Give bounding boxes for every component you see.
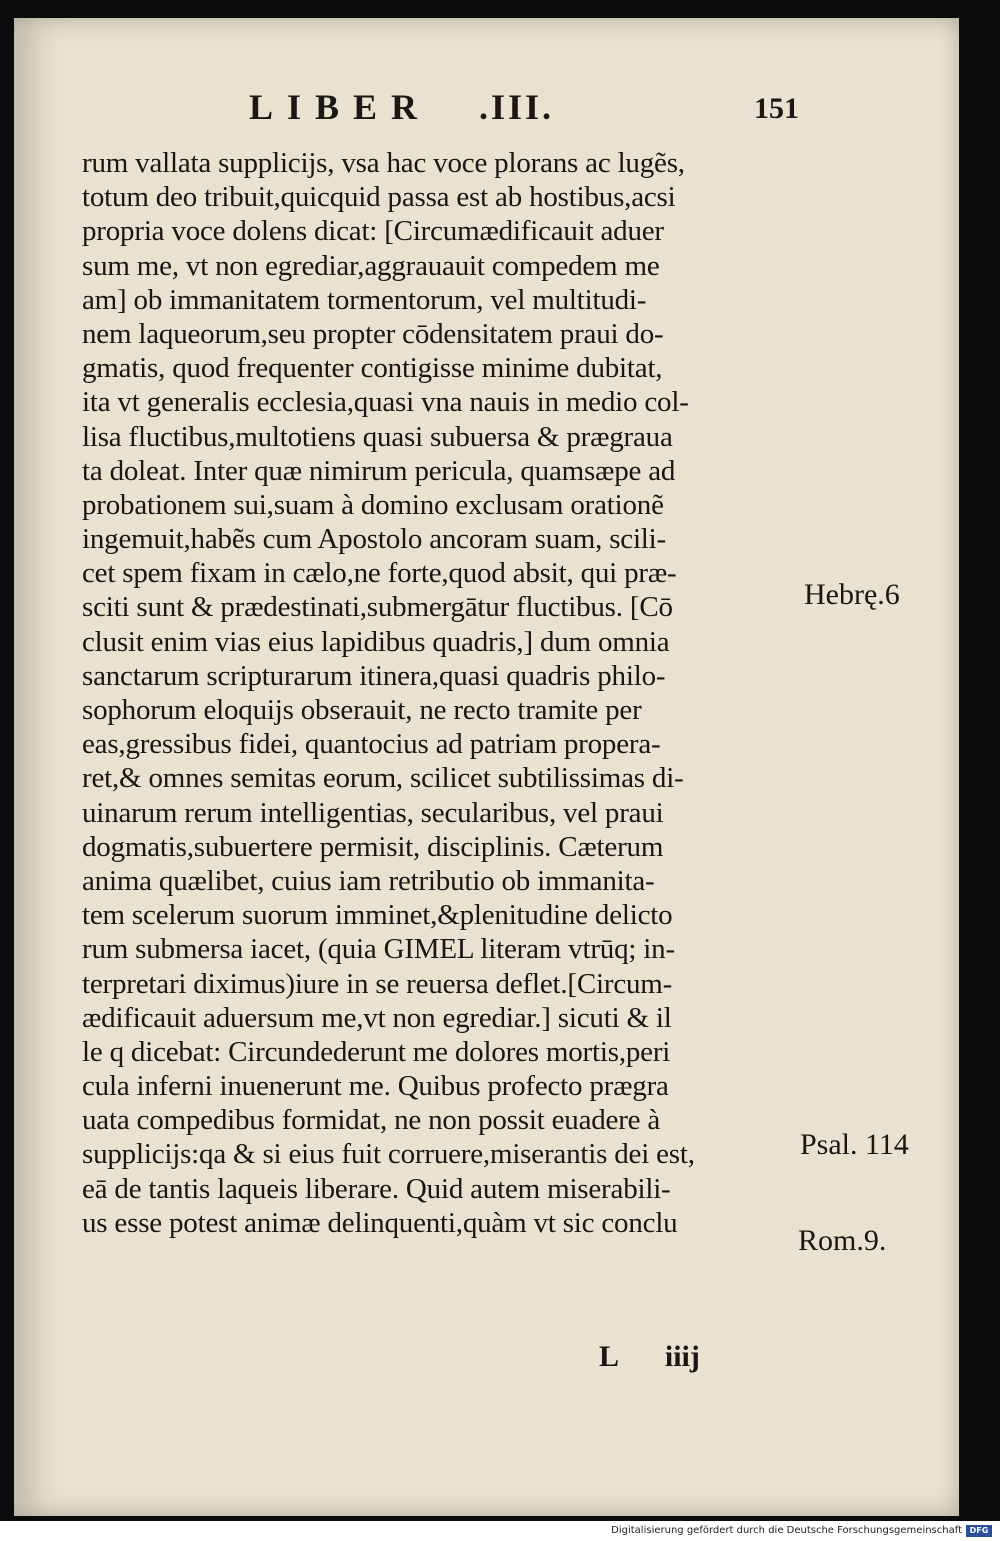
text-line: lisa fluctibus,multotiens quasi subuersa & prægraua	[82, 420, 673, 453]
margin-note-hebr: Hebrę.6	[804, 578, 900, 611]
book-page	[14, 18, 959, 1516]
text-line: tem scelerum suorum imminet,&plenitudine delicto	[82, 899, 673, 932]
text-line: rum vallata supplicijs, vsa hac voce plorans ac lugẽs,	[82, 147, 685, 179]
text-line: dogmatis,subuertere permisit, disciplinis. Cæterum	[82, 830, 664, 863]
text-line: supplicijs:qa & si eius fuit corruere,miserantis dei est,	[82, 1138, 695, 1171]
text-line: eā de tantis laqueis liberare. Quid autem miserabili-	[82, 1172, 671, 1205]
margin-note-psal: Psal. 114	[800, 1128, 909, 1161]
text-line: nem laqueorum,seu propter cōdensitatem praui do-	[82, 317, 664, 350]
text-line: anima quælibet, cuius iam retributio ob immanita-	[82, 864, 655, 897]
text-line: ta doleat. Inter quæ nimirum pericula, quamsæpe ad	[82, 454, 676, 487]
text-line: probationem sui,suam à domino exclusam orationẽ	[82, 488, 664, 521]
text-line: clusit enim vias eius lapidibus quadris,] dum omnia	[82, 625, 670, 658]
text-line: le q dicebat: Circundederunt me dolores mortis,peri	[82, 1035, 671, 1068]
margin-note-rom: Rom.9.	[798, 1224, 887, 1257]
text-line: ita vt generalis ecclesia,quasi vna nauis in medio col-	[82, 386, 689, 419]
text-line: sum me, vt non egrediar,aggrauauit compedem me	[82, 249, 660, 282]
text-line: ædificauit aduersum me,vt non egrediar.] sicuti & il	[82, 1001, 672, 1034]
text-line: uata compedibus formidat, ne non possit euadere à	[82, 1104, 661, 1137]
text-line: ingemuit,habẽs cum Apostolo ancoram suam, scili-	[82, 523, 666, 556]
text-line: ret,& omnes semitas eorum, scilicet subtilissimas di-	[82, 762, 684, 795]
text-line: propria voce dolens dicat: [Circumædificauit aduer	[82, 215, 664, 248]
text-line: am] ob immanitatem tormentorum, vel multitudi-	[82, 283, 647, 316]
text-line: rum submersa iacet, (quia GIMEL literam vtrūq; in-	[82, 933, 675, 966]
footer-bar	[0, 1521, 1000, 1541]
page-number: 151	[754, 92, 799, 125]
running-head	[249, 86, 809, 126]
text-line: cula inferni inuenerunt me. Quibus profecto prægra	[82, 1070, 669, 1103]
text-line: us esse potest animæ delinquenti,quàm vt sic conclu	[82, 1206, 678, 1239]
text-line: eas,gressibus fidei, quantocius ad patriam propera-	[82, 728, 661, 761]
text-line: cet spem fixam in cælo,ne forte,quod absit, qui præ-	[82, 557, 677, 590]
footer-credit: Digitalisierung gefördert durch die Deutsche Forschungsgemeinschaft	[611, 1525, 962, 1536]
running-head-book-number: .III.	[479, 87, 555, 127]
text-line: sciti sunt & prædestinati,submergātur fluctibus. [Cō	[82, 591, 673, 624]
signature-mark: L iiij	[599, 1340, 700, 1373]
text-line: sophorum eloquijs obserauit, ne recto tramite per	[82, 694, 642, 726]
text-line: uinarum rerum intelligentias, secularibus, vel praui	[82, 796, 664, 829]
text-line: gmatis, quod frequenter contigisse minime dubitat,	[82, 352, 663, 385]
text-line: totum deo tribuit,quicquid passa est ab hostibus,acsi	[82, 181, 676, 214]
running-head-liber: LIBER	[249, 87, 432, 127]
text-line: terpretari diximus)iure in se reuersa deflet.[Circum-	[82, 967, 673, 1000]
text-line: sanctarum scripturarum itinera,quasi quadris philo-	[82, 659, 666, 692]
dfg-logo-icon: DFG	[966, 1525, 992, 1537]
body-text	[82, 146, 802, 1240]
